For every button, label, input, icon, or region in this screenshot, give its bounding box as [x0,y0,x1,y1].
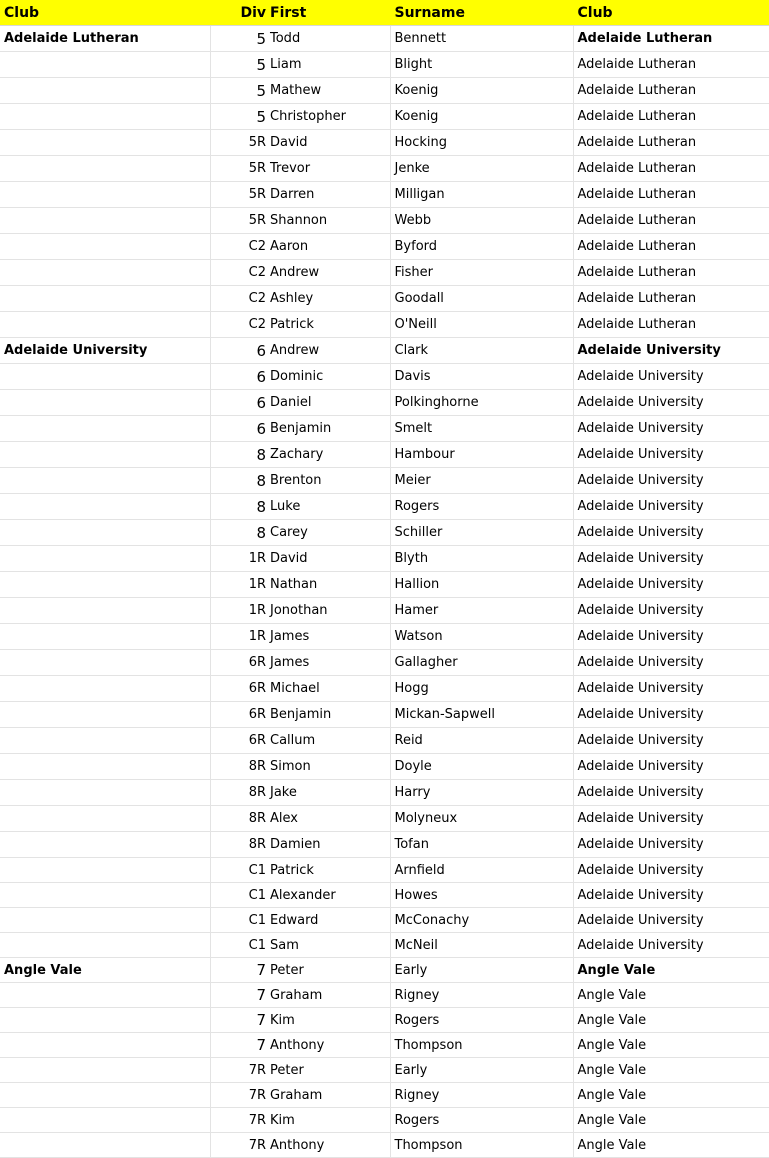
surname-cell: Gallagher [390,650,573,676]
club-group-cell [0,416,210,442]
table-row [0,104,769,130]
surname-cell: Smelt [390,416,573,442]
division-cell: 7R [210,1108,268,1133]
first-name-cell: Mathew [268,78,390,104]
surname-cell: Hambour [390,442,573,468]
header-surname: Surname [390,0,573,26]
club-group-cell [0,130,210,156]
surname-cell: Arnfield [390,858,573,883]
club-name-cell: Angle Vale [573,1108,769,1133]
table-row [0,1083,769,1108]
surname-cell: Doyle [390,754,573,780]
table-row [0,182,769,208]
club-group-cell [0,234,210,260]
club-group-cell [0,468,210,494]
first-name-cell: Carey [268,520,390,546]
surname-cell: O'Neill [390,312,573,338]
club-group-cell [0,1083,210,1108]
division-cell: 7R [210,1083,268,1108]
table-row [0,806,769,832]
first-name-cell: James [268,650,390,676]
division-cell: C2 [210,260,268,286]
club-group-cell [0,572,210,598]
division-cell: 5R [210,130,268,156]
club-name-cell: Angle Vale [573,958,769,983]
club-name-cell: Adelaide University [573,520,769,546]
surname-cell: Polkinghorne [390,390,573,416]
division-cell: C2 [210,234,268,260]
division-cell: C1 [210,933,268,958]
division-cell: 5 [210,104,268,130]
division-cell: 8 [210,468,268,494]
surname-cell: Hogg [390,676,573,702]
club-name-cell: Adelaide University [573,806,769,832]
club-group-cell [0,1108,210,1133]
first-name-cell: Simon [268,754,390,780]
first-name-cell: Kim [268,1008,390,1033]
table-row [0,338,769,364]
club-group-cell [0,156,210,182]
club-name-cell: Adelaide University [573,832,769,858]
surname-cell: McNeil [390,933,573,958]
club-name-cell: Adelaide University [573,676,769,702]
division-cell: 1R [210,572,268,598]
division-cell: C1 [210,908,268,933]
club-group-cell [0,364,210,390]
table-row [0,624,769,650]
club-name-cell: Adelaide Lutheran [573,78,769,104]
club-group-cell [0,442,210,468]
first-name-cell: Zachary [268,442,390,468]
club-group-cell [0,260,210,286]
first-name-cell: Jake [268,780,390,806]
division-cell: C1 [210,858,268,883]
first-name-cell: Kim [268,1108,390,1133]
club-group-cell [0,78,210,104]
club-name-cell: Adelaide University [573,598,769,624]
table-row [0,130,769,156]
club-group-cell [0,883,210,908]
header-div: Div [210,0,268,26]
division-cell: C2 [210,286,268,312]
table-row [0,983,769,1008]
club-name-cell: Adelaide University [573,572,769,598]
club-name-cell: Angle Vale [573,1083,769,1108]
club-group-cell [0,858,210,883]
division-cell: 6 [210,416,268,442]
division-cell: 5 [210,78,268,104]
club-name-cell: Angle Vale [573,983,769,1008]
division-cell: 8R [210,754,268,780]
table-row [0,208,769,234]
surname-cell: Jenke [390,156,573,182]
club-group-cell [0,546,210,572]
division-cell: 6 [210,338,268,364]
table-row [0,494,769,520]
club-group-cell [0,933,210,958]
table-row [0,52,769,78]
club-name-cell: Adelaide Lutheran [573,234,769,260]
surname-cell: Rigney [390,1083,573,1108]
surname-cell: Bennett [390,26,573,52]
club-group-cell [0,208,210,234]
surname-cell: Harry [390,780,573,806]
club-name-cell: Adelaide Lutheran [573,52,769,78]
surname-cell: Watson [390,624,573,650]
club-name-cell: Adelaide University [573,908,769,933]
club-group-cell [0,104,210,130]
club-name-cell: Adelaide University [573,933,769,958]
club-group-cell: Adelaide Lutheran [0,26,210,52]
first-name-cell: Damien [268,832,390,858]
table-row [0,832,769,858]
first-name-cell: Alexander [268,883,390,908]
division-cell: 6R [210,702,268,728]
club-group-cell [0,52,210,78]
table-row [0,754,769,780]
surname-cell: Milligan [390,182,573,208]
division-cell: 8 [210,494,268,520]
table-row [0,520,769,546]
division-cell: 8 [210,520,268,546]
club-group-cell [0,1058,210,1083]
club-group-cell [0,754,210,780]
club-name-cell: Adelaide University [573,546,769,572]
division-cell: C2 [210,312,268,338]
first-name-cell: David [268,130,390,156]
first-name-cell: Peter [268,958,390,983]
club-group-cell [0,650,210,676]
first-name-cell: Luke [268,494,390,520]
club-group-cell [0,624,210,650]
club-name-cell: Adelaide Lutheran [573,312,769,338]
surname-cell: Webb [390,208,573,234]
surname-cell: Davis [390,364,573,390]
division-cell: 7R [210,1133,268,1158]
club-name-cell: Angle Vale [573,1008,769,1033]
surname-cell: Byford [390,234,573,260]
division-cell: 6R [210,676,268,702]
club-name-cell: Adelaide University [573,728,769,754]
division-cell: 7 [210,958,268,983]
surname-cell: Schiller [390,520,573,546]
club-name-cell: Adelaide University [573,390,769,416]
surname-cell: Rogers [390,494,573,520]
club-name-cell: Adelaide Lutheran [573,156,769,182]
roster-body [0,26,769,1158]
club-name-cell: Adelaide Lutheran [573,26,769,52]
surname-cell: Goodall [390,286,573,312]
surname-cell: Reid [390,728,573,754]
table-row [0,286,769,312]
club-group-cell [0,1133,210,1158]
club-name-cell: Adelaide University [573,416,769,442]
first-name-cell: Aaron [268,234,390,260]
division-cell: 5 [210,26,268,52]
club-group-cell [0,780,210,806]
table-row [0,312,769,338]
table-row [0,1133,769,1158]
club-group-cell [0,1033,210,1058]
table-row [0,908,769,933]
club-name-cell: Angle Vale [573,1058,769,1083]
club-name-cell: Angle Vale [573,1033,769,1058]
surname-cell: Thompson [390,1133,573,1158]
first-name-cell: Andrew [268,338,390,364]
surname-cell: Meier [390,468,573,494]
division-cell: 6 [210,364,268,390]
club-name-cell: Adelaide Lutheran [573,260,769,286]
surname-cell: Hallion [390,572,573,598]
surname-cell: Koenig [390,78,573,104]
division-cell: 5R [210,156,268,182]
club-group-cell: Adelaide University [0,338,210,364]
table-row [0,1108,769,1133]
table-row [0,1058,769,1083]
club-name-cell: Adelaide University [573,883,769,908]
header-club-2: Club [573,0,769,26]
first-name-cell: Anthony [268,1033,390,1058]
table-row [0,883,769,908]
division-cell: 7 [210,1033,268,1058]
club-group-cell [0,832,210,858]
club-name-cell: Adelaide University [573,702,769,728]
first-name-cell: Liam [268,52,390,78]
surname-cell: Early [390,1058,573,1083]
first-name-cell: Brenton [268,468,390,494]
table-row [0,442,769,468]
surname-cell: Tofan [390,832,573,858]
surname-cell: Koenig [390,104,573,130]
division-cell: 1R [210,546,268,572]
club-name-cell: Adelaide Lutheran [573,130,769,156]
first-name-cell: Benjamin [268,702,390,728]
club-group-cell [0,494,210,520]
first-name-cell: Jonothan [268,598,390,624]
table-row [0,1033,769,1058]
division-cell: 5 [210,52,268,78]
table-row [0,390,769,416]
surname-cell: Molyneux [390,806,573,832]
club-name-cell: Adelaide University [573,338,769,364]
division-cell: 8R [210,780,268,806]
first-name-cell: Andrew [268,260,390,286]
table-row [0,468,769,494]
division-cell: 6R [210,728,268,754]
club-name-cell: Adelaide University [573,442,769,468]
table-row [0,78,769,104]
surname-cell: Hamer [390,598,573,624]
first-name-cell: Alex [268,806,390,832]
header-row [0,0,769,26]
club-name-cell: Adelaide University [573,494,769,520]
surname-cell: Early [390,958,573,983]
division-cell: 1R [210,598,268,624]
table-row [0,416,769,442]
surname-cell: Rogers [390,1008,573,1033]
first-name-cell: Sam [268,933,390,958]
first-name-cell: David [268,546,390,572]
club-name-cell: Adelaide University [573,364,769,390]
table-row [0,598,769,624]
table-row [0,933,769,958]
first-name-cell: Trevor [268,156,390,182]
surname-cell: Blight [390,52,573,78]
surname-cell: Rogers [390,1108,573,1133]
division-cell: 6 [210,390,268,416]
club-group-cell [0,1008,210,1033]
division-cell: 7 [210,1008,268,1033]
table-row [0,702,769,728]
table-row [0,234,769,260]
division-cell: 6R [210,650,268,676]
table-row [0,858,769,883]
surname-cell: Clark [390,338,573,364]
surname-cell: Fisher [390,260,573,286]
club-name-cell: Adelaide University [573,468,769,494]
first-name-cell: Benjamin [268,416,390,442]
club-group-cell: Angle Vale [0,958,210,983]
first-name-cell: Anthony [268,1133,390,1158]
first-name-cell: Nathan [268,572,390,598]
table-row [0,780,769,806]
division-cell: 8 [210,442,268,468]
table-row [0,1008,769,1033]
first-name-cell: Darren [268,182,390,208]
club-name-cell: Adelaide University [573,858,769,883]
club-name-cell: Adelaide University [573,624,769,650]
club-name-cell: Adelaide University [573,650,769,676]
club-name-cell: Angle Vale [573,1133,769,1158]
surname-cell: Thompson [390,1033,573,1058]
club-name-cell: Adelaide Lutheran [573,208,769,234]
header-first: First [268,0,390,26]
first-name-cell: James [268,624,390,650]
first-name-cell: Michael [268,676,390,702]
club-name-cell: Adelaide University [573,780,769,806]
header-club: Club [0,0,210,26]
club-group-cell [0,520,210,546]
first-name-cell: Christopher [268,104,390,130]
table-row [0,26,769,52]
club-group-cell [0,312,210,338]
club-group-cell [0,983,210,1008]
division-cell: 5R [210,208,268,234]
first-name-cell: Callum [268,728,390,754]
first-name-cell: Edward [268,908,390,933]
table-row [0,260,769,286]
division-cell: C1 [210,883,268,908]
club-group-cell [0,286,210,312]
table-row [0,364,769,390]
club-group-cell [0,702,210,728]
division-cell: 8R [210,832,268,858]
first-name-cell: Graham [268,1083,390,1108]
table-row [0,156,769,182]
table-row [0,650,769,676]
club-group-cell [0,390,210,416]
first-name-cell: Todd [268,26,390,52]
club-name-cell: Adelaide Lutheran [573,286,769,312]
club-group-cell [0,806,210,832]
first-name-cell: Patrick [268,858,390,883]
division-cell: 8R [210,806,268,832]
club-group-cell [0,598,210,624]
surname-cell: McConachy [390,908,573,933]
first-name-cell: Shannon [268,208,390,234]
club-name-cell: Adelaide Lutheran [573,104,769,130]
table-row [0,958,769,983]
division-cell: 1R [210,624,268,650]
surname-cell: Howes [390,883,573,908]
table-row [0,572,769,598]
division-cell: 7R [210,1058,268,1083]
club-group-cell [0,728,210,754]
table-row [0,728,769,754]
club-name-cell: Adelaide Lutheran [573,182,769,208]
table-row [0,546,769,572]
first-name-cell: Daniel [268,390,390,416]
club-group-cell [0,182,210,208]
table-row [0,676,769,702]
division-cell: 5R [210,182,268,208]
surname-cell: Rigney [390,983,573,1008]
first-name-cell: Peter [268,1058,390,1083]
club-group-cell [0,908,210,933]
division-cell: 7 [210,983,268,1008]
surname-cell: Mickan-Sapwell [390,702,573,728]
surname-cell: Hocking [390,130,573,156]
club-name-cell: Adelaide University [573,754,769,780]
surname-cell: Blyth [390,546,573,572]
club-group-cell [0,676,210,702]
first-name-cell: Ashley [268,286,390,312]
first-name-cell: Graham [268,983,390,1008]
first-name-cell: Dominic [268,364,390,390]
first-name-cell: Patrick [268,312,390,338]
